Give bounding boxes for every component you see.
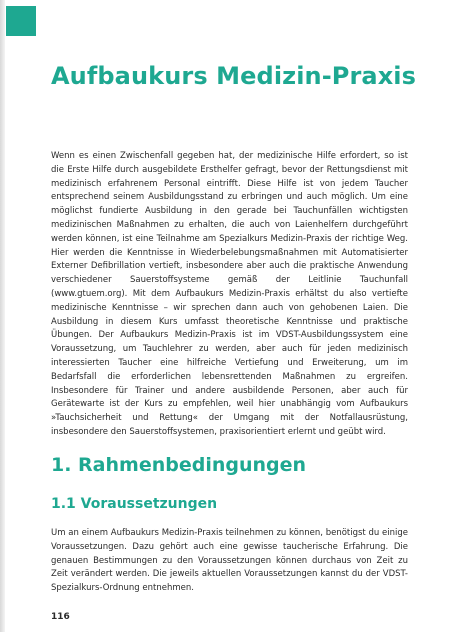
intro-paragraph: Wenn es einen Zwischenfall gegeben hat, der medizinische Hilfe erfordert, so ist die Erste Hilfe durch ausgebildete Ersthelfer gefragt, bevor der Rettungsdienst mit medizinisch erfahrenem Personal eintrifft. Diese Hilfe ist von jedem Taucher entsprechend seinem Ausbildungsstand zu erbringen und auch möglich. Um eine möglichst fundierte Ausbildung in den gerade bei Tauchunfällen wichtigsten medizinischen Maßnahmen zu erhalten, die auch von Laienhelfern durchgeführt werden können, ist eine Teilnahme am Spezialkurs Medizin-Praxis der richtige Weg. Hier werden die Kenntnisse in Wiederbelebungsmaßnahmen mit Automatisierter Externer Defibrillation vertieft, insbesondere aber auch die praktische Anwendung verschiedener Sauerstoffsysteme gemäß der Leitlinie Tauchunfall (www.gtuem.org). Mit dem Aufbaukurs Medizin-Praxis erhältst du also vertiefte medizinische Kenntnisse – wir sprechen dann auch von gehobenen Laien. Die Ausbildung in diesem Kurs umfasst theoretische Kenntnisse und praktische Übungen. Der Aufbaukurs Medizin-Praxis ist im VDST-Ausbildungssystem eine Voraussetzung, um Tauchlehrer zu werden, aber auch für jeden medizinisch interessierten Taucher eine hilfreiche Vertiefung und Erweiterung, um im Bedarfsfall die erforderlichen lebensrettenden Maßnahmen zu ergreifen. Insbesondere für Trainer und andere ausbildende Personen, aber auch für Gerätewarte ist der Kurs zu empfehlen, weil hier unabhängig vom Aufbaukurs »Tauchsicherheit und Rettung« der Umgang mit der Notfallausrüstung, insbesondere den Sauerstoffsystemen, praxisorientiert erlernt und geübt wird. [51,151,408,437]
section-heading: 1. Rahmenbedingungen [51,454,307,476]
page-edge-shadow [0,0,5,632]
subsection-heading: 1.1 Voraussetzungen [51,496,218,512]
chapter-marker-block [6,6,36,36]
page-number: 116 [51,612,70,622]
subsection-paragraph: Um an einem Aufbaukurs Medizin-Praxis teilnehmen zu können, benötigst du einige Voraussetzungen. Dazu gehört auch eine gewisse taucherische Erfahrung. Die genauen Bestimmungen zu den Voraussetzungen können durchaus von Zeit zu Zeit verändert werden. Die jeweils aktuellen Voraussetzungen kannst du der VDST-Spezialkurs-Ordnung entnehmen. [51,528,408,594]
page-title: Aufbaukurs Medizin-Praxis [51,62,417,90]
